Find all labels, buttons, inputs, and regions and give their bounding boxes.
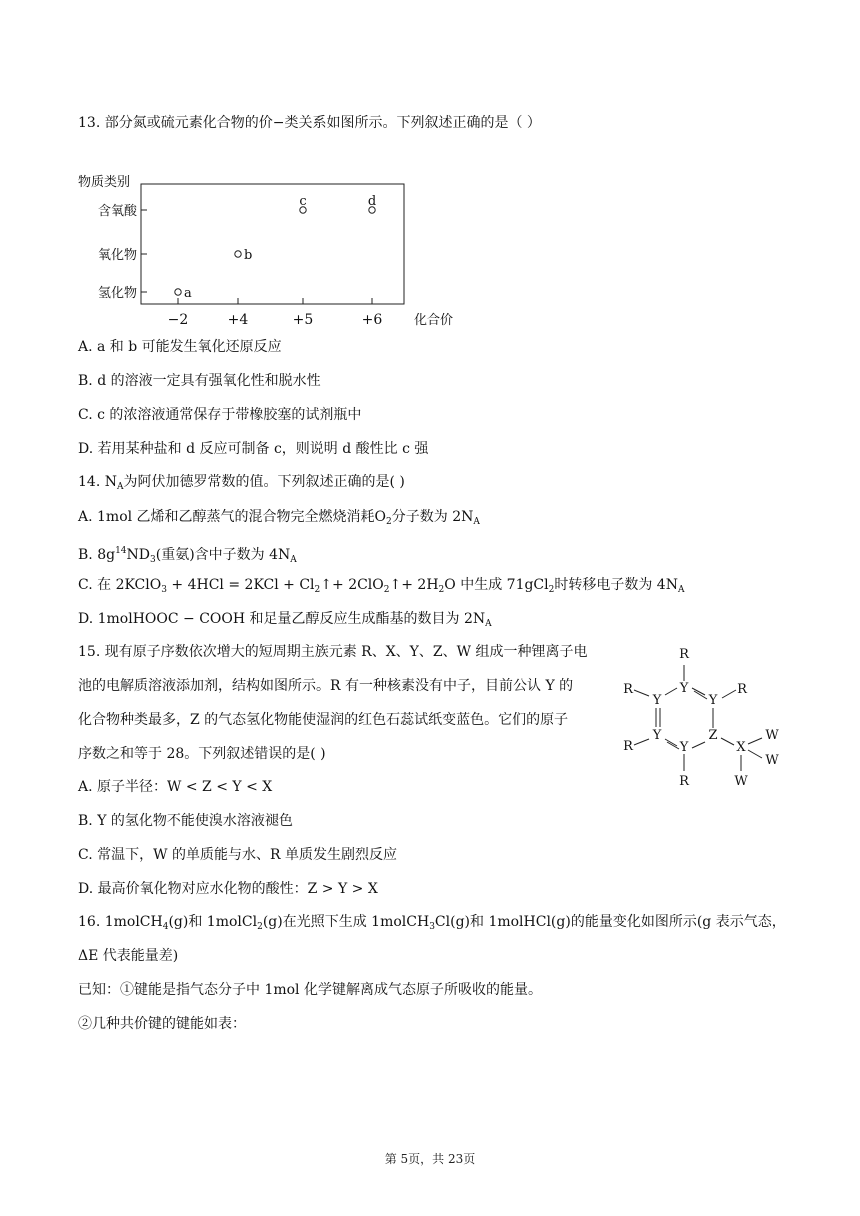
q15-stem-line-4: 序数之和等于 28。下列叙述错误的是( ) (78, 746, 326, 762)
q16-known-2: ②几种共价键的键能如表： (78, 1016, 246, 1032)
atom-y-left-top: Y (652, 693, 662, 708)
atom-r-right-top: R (737, 682, 747, 697)
atom-w-3: W (734, 774, 748, 789)
point-label-c: c (299, 194, 307, 209)
y-category-label: 氧化物 (97, 248, 137, 263)
page-footer: 第 5页，共 23页 (384, 1152, 476, 1166)
atom-r-bottom: R (679, 774, 689, 789)
q16-known-1: 已知：①键能是指气态分子中 1mol 化学键解离成气态原子所吸收的能量。 (78, 982, 542, 998)
x-tick-label: −2 (167, 312, 189, 328)
plot-frame (141, 184, 404, 304)
q15-option-a: A. 原子半径：W < Z < Y < X (78, 779, 273, 795)
q14-option-b: B. $8g^{14}ND_3$(重氨)含中子数为 $4N_A$ (78, 546, 297, 565)
y-category-label: 含氧酸 (97, 204, 137, 219)
q15-option-b: B. Y 的氢化物不能使溴水溶液褪色 (78, 813, 293, 829)
atom-r-left-top: R (623, 682, 633, 697)
atom-w-1: W (765, 728, 779, 743)
q13-option-b: B. d 的溶液一定具有强氧化性和脱水性 (78, 373, 321, 389)
x-axis-title: 化合价 (414, 313, 454, 328)
atom-r-top: R (679, 647, 689, 662)
valence-class-chart (76, 168, 454, 330)
q14-option-d: D. 1molHOOC − COOH 和足量乙醇反应生成酯基的数目为 $2N_A$ (78, 611, 492, 629)
q15-stem-line-1: 15. 现有原子序数依次增大的短周期主族元素 R、X、Y、Z、W 组成一种锂离子电 (78, 644, 588, 660)
data-point-a (175, 289, 181, 295)
q16-stem-line-2: ΔE 代表能量差) (78, 948, 179, 964)
point-label-a: a (184, 286, 192, 301)
q16-stem-line-1: 16. 1molCH$_4$(g)和 1molCl$_2$(g)在光照下生成 1molCH$_3$Cl(g)和 1molHCl(g)的能量变化如图所示(g 表示气态， (78, 914, 786, 932)
q14-option-c: C. 在 2KClO$_3$ + $4HCl = 2KCl + Cl_2↑+$ 2ClO$_2$↑+ $2H_2O$ 中生成 71gCl$_2$时转移电子数为 $4N_A$ (78, 577, 685, 595)
x-tick-label: +5 (292, 312, 314, 328)
q15-stem-line-3: 化合物种类最多，Z 的气态氢化物能使湿润的红色石蕊试纸变蓝色。它们的原子 (78, 712, 569, 728)
point-label-b: b (244, 248, 253, 263)
q14-stem: 14. $N_A$为阿伏加德罗常数的值。下列叙述正确的是( ) (78, 474, 405, 492)
q13-option-d: D. 若用某种盐和 d 反应可制备 c，则说明 d 酸性比 c 强 (78, 441, 429, 457)
q14-option-a: A. 1mol 乙烯和乙醇蒸气的混合物完全燃烧消耗$O_2$分子数为 $2N_A$ (78, 509, 480, 527)
data-point-b (235, 251, 241, 257)
atom-z: Z (708, 728, 718, 743)
atom-y-right-top: Y (708, 693, 718, 708)
molecular-structure-diagram (612, 638, 792, 798)
y-category-label: 氢化物 (97, 286, 137, 301)
atom-y-top: Y (679, 681, 689, 696)
atom-y-bottom: Y (679, 740, 689, 755)
q13-option-a: A. a 和 b 可能发生氧化还原反应 (78, 339, 282, 355)
atom-r-left-bottom: R (623, 739, 633, 754)
atom-x: X (736, 740, 746, 755)
atom-y-left-bottom: Y (652, 728, 662, 743)
x-tick-label: +6 (361, 312, 383, 328)
q15-option-c: C. 常温下，W 的单质能与水、R 单质发生剧烈反应 (78, 847, 397, 863)
q13-stem: 13. 部分氮或硫元素化合物的价−类关系如图所示。下列叙述正确的是（ ） (78, 115, 541, 131)
q15-option-d: D. 最高价氧化物对应水化物的酸性：Z > Y > X (78, 881, 378, 897)
x-tick-label: +4 (227, 312, 249, 328)
atom-w-2: W (765, 753, 779, 768)
y-axis-title: 物质类别 (78, 175, 131, 190)
q13-option-c: C. c 的浓溶液通常保存于带橡胶塞的试剂瓶中 (78, 407, 362, 423)
point-label-d: d (367, 194, 377, 209)
q15-stem-line-2: 池的电解质溶液添加剂，结构如图所示。R 有一种核素没有中子，目前公认 Y 的 (78, 678, 574, 694)
